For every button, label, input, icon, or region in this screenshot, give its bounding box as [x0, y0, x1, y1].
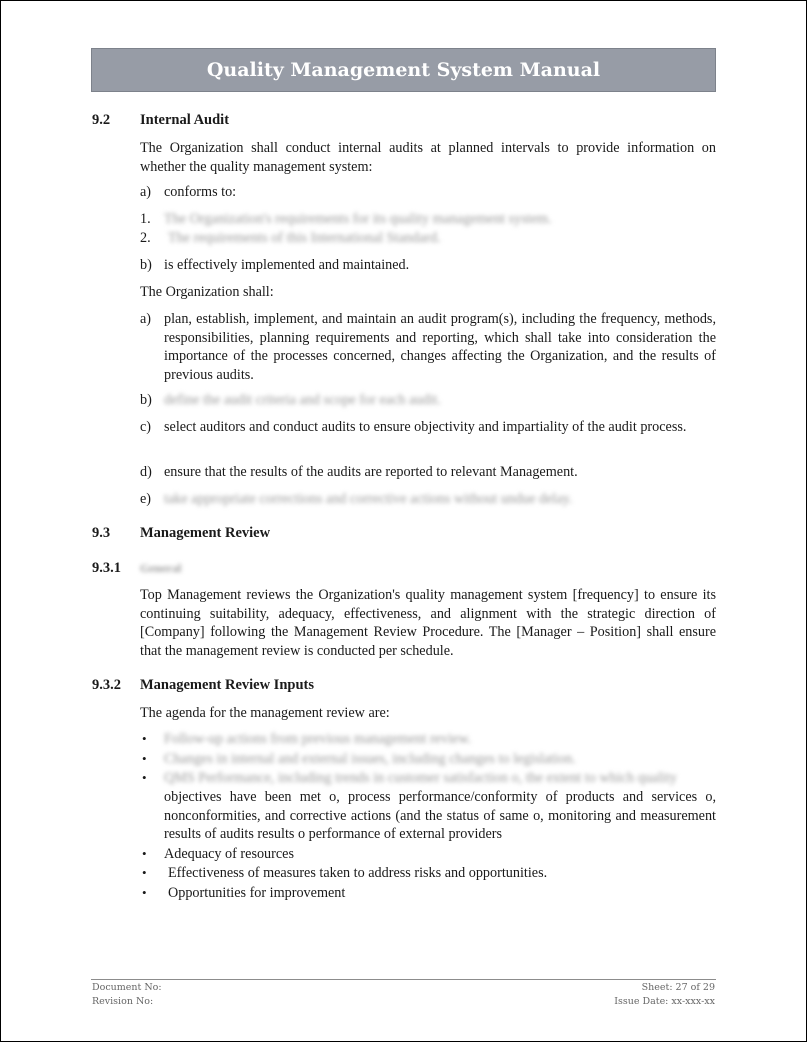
paragraph: Top Management reviews the Organization's quality management system [frequency] to ensure its continuing suitability, adequacy, effectiveness, and alignment with the strategic direction of [Company] following the Management Review Procedure. The [Manager – Position] shall ensure that the management review is conducted per schedule. — [140, 587, 716, 659]
list-marker: d) — [140, 464, 152, 480]
list-item: Adequacy of resources — [164, 846, 294, 862]
list-marker: e) — [140, 491, 152, 507]
subsection-title-redacted: General — [140, 561, 182, 575]
list-item: ensure that the results of the audits are reported to relevant Management. — [164, 464, 578, 480]
list-item-redacted: The Organization's requirements for its quality management system. — [164, 211, 552, 227]
paragraph: The Organization shall: — [140, 284, 274, 300]
bullet-icon: • — [142, 885, 147, 900]
bullet-icon: • — [142, 731, 147, 746]
list-marker: a) — [140, 184, 152, 200]
list-item: select auditors and conduct audits to ensure objectivity and impartiality of the audit process. — [164, 419, 687, 435]
list-item-redacted: Changes in internal and external issues, including changes to legislation. — [164, 751, 576, 767]
document-title-banner — [91, 48, 716, 92]
footer-revision-no: Revision No: — [92, 996, 154, 1007]
list-item: Effectiveness of measures taken to address risks and opportunities. — [168, 865, 548, 881]
list-item-redacted: The requirements of this International Standard. — [168, 230, 441, 246]
list-marker: b) — [140, 392, 152, 408]
list-item: is effectively implemented and maintained. — [164, 257, 410, 273]
bullet-icon: • — [142, 846, 147, 861]
footer-issue-date: Issue Date: xx-xxx-xx — [614, 996, 715, 1007]
subsection-number: 9.3.1 — [92, 560, 121, 576]
subsection-title: Management Review Inputs — [140, 677, 314, 693]
list-item: plan, establish, implement, and maintain an audit program(s), including the frequency, methods, responsibilities, planning requirements and reporting, which shall take into consideration the importance of the processes concerned, changes affecting the Organization, and the results of previous audits. — [164, 311, 716, 383]
list-item: conforms to: — [164, 184, 237, 200]
list-marker: 2. — [140, 230, 151, 246]
section-number: 9.2 — [92, 112, 111, 128]
list-item: Opportunities for improvement — [168, 885, 346, 901]
section-number: 9.3 — [92, 525, 111, 541]
footer-sheet: Sheet: 27 of 29 — [641, 982, 715, 993]
list-marker: a) — [140, 311, 152, 327]
paragraph: The agenda for the management review are: — [140, 705, 390, 721]
subsection-number: 9.3.2 — [92, 677, 121, 693]
list-item-redacted: take appropriate corrections and corrective actions without undue delay. — [164, 491, 573, 507]
section-title: Management Review — [140, 525, 271, 541]
bullet-icon: • — [142, 770, 147, 785]
list-item-redacted: define the audit criteria and scope for each audit. — [164, 392, 441, 408]
list-item-redacted: Follow-up actions from previous management review. — [164, 731, 472, 747]
footer-divider — [91, 979, 716, 980]
bullet-icon: • — [142, 865, 147, 880]
list-item-continuation: objectives have been met o, process performance/conformity of products and services o, nonconformities, and corrective actions (and the status of same o, monitoring and measurement results of audits results o performance of external providers — [164, 789, 716, 843]
footer-document-no: Document No: — [92, 982, 162, 993]
list-item-redacted: QMS Performance, including trends in customer satisfaction o, the extent to which quality — [164, 770, 678, 786]
bullet-icon: • — [142, 751, 147, 766]
section-title: Internal Audit — [140, 112, 230, 128]
list-marker: b) — [140, 257, 152, 273]
list-marker: c) — [140, 419, 152, 435]
list-marker: 1. — [140, 211, 151, 227]
section-intro: The Organization shall conduct internal audits at planned intervals to provide information on whether the quality management system: — [140, 140, 716, 175]
document-title: Quality Management System Manual — [206, 59, 601, 81]
